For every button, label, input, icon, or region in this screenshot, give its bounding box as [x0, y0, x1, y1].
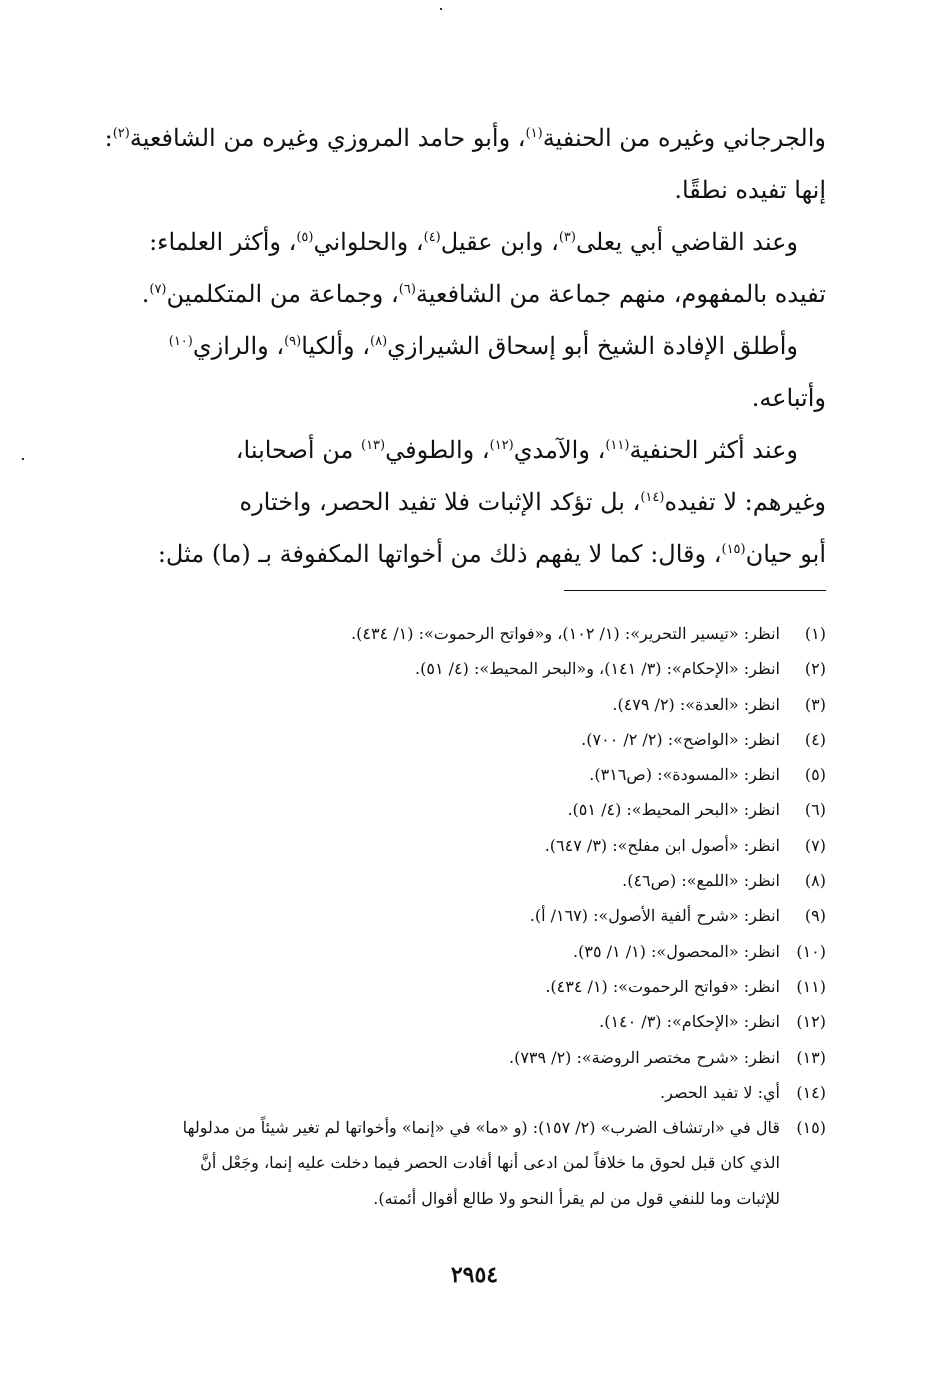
footnote-number: (٩) [804, 906, 826, 926]
text-line: وعند أكثر الحنفية$^{(١١)}$، والآمدي$^{(١٢)}$، والطوفي$^{(١٣)}$ من أصحابنا، [235, 436, 798, 464]
main-text [104, 112, 826, 580]
footnote [112, 1004, 826, 1039]
footnote-text: انظر: «شرح ألفية الأصول»: (١٦٧/ أ). [529, 906, 780, 926]
text-line: وغيرهم: لا تفيده$^{(١٤)}$، بل تؤكد الإثبات فلا تفيد الحصر، واختاره [239, 488, 826, 516]
footnote [112, 828, 826, 863]
footnote [112, 898, 826, 933]
footnote-number: (١٠) [796, 941, 826, 961]
footnote-number: (١٥) [796, 1118, 826, 1138]
footnote-text: انظر: «اللمع»: (ص٤٦). [622, 871, 780, 891]
footnote-number: (٥) [804, 765, 826, 785]
footnotes [112, 616, 826, 1216]
footnote [112, 969, 826, 1004]
footnote [112, 722, 826, 757]
scan-speck [440, 8, 442, 10]
text-line: إنها تفيده نطقًا. [674, 176, 826, 204]
footnote-number: (١) [804, 624, 826, 643]
footnote-number: (١١) [796, 976, 826, 996]
footnote-text: انظر: «المسودة»: (ص٣١٦). [589, 765, 780, 785]
footnote [112, 687, 826, 722]
footnote-text: انظر: «الإحكام»: (٣/ ١٤١)، و«البحر المحيط»: (٤/ ٥١). [415, 659, 780, 679]
footnote-number: (٨) [804, 871, 826, 891]
footnote-text: انظر: «أصول ابن مفلح»: (٣/ ٦٤٧). [544, 835, 780, 855]
text-line: تفيده بالمفهوم، منهم جماعة من الشافعية$^{(٦)}$، وجماعة من المتكلمين$^{(٧)}$. [141, 280, 826, 308]
footnote [112, 757, 826, 792]
scan-speck [22, 458, 24, 460]
footnote-continuation: للإثبات وما للنفي قول من لم يقرأ النحو ولا طالع أقوال أئمته). [373, 1188, 780, 1208]
footnote-number: (١٤) [796, 1082, 826, 1102]
footnote-text: انظر: «تيسير التحرير»: (١/ ١٠٢)، و«فواتح الرحموت»: (١/ ٤٣٤). [351, 624, 780, 643]
footnote [112, 651, 826, 686]
footnote [112, 1040, 826, 1075]
footnote-text: انظر: «فواتح الرحموت»: (١/ ٤٣٤). [545, 976, 780, 996]
footnote-number: (٣) [804, 694, 826, 714]
footnote-text: قال في «ارتشاف الضرب» (٢/ ١٥٧): (و «ما» في «إنما» وأخواتها لم تغير شيئاً من مدلولها [182, 1118, 780, 1138]
footnote-text: أي: لا تفيد الحصر. [660, 1082, 780, 1102]
footnote-text: انظر: «شرح مختصر الروضة»: (٢/ ٧٣٩). [508, 1047, 780, 1067]
footnote-text: انظر: «العدة»: (٢/ ٤٧٩). [612, 694, 780, 714]
text-line: وأتباعه. [751, 384, 826, 412]
footnote-text: انظر: «البحر المحيط»: (٤/ ٥١). [567, 800, 780, 820]
footnote-text: انظر: «المحصول»: (١/ ١/ ٣٥). [573, 941, 780, 961]
footnote [112, 863, 826, 898]
text-line: والجرجاني وغيره من الحنفية$^{(١)}$، وأبو حامد المروزي وغيره من الشافعية$^{(٢)}$: [104, 124, 826, 152]
footnote-continuation: الذي كان قبل لحوق ما خلافاً لمن ادعى أنها أفادت الحصر فيما دخلت عليه إنما، وجَعْل أنَّ [200, 1153, 780, 1173]
footnote-number: (٦) [804, 800, 826, 820]
text-line: وعند القاضي أبي يعلى$^{(٣)}$، وابن عقيل$^{(٤)}$، والحلواني$^{(٥)}$، وأكثر العلماء: [149, 228, 798, 256]
footnote [112, 792, 826, 827]
footnote-separator [564, 590, 826, 591]
footnote-number: (٤) [804, 729, 826, 749]
text-line: أبو حيان$^{(١٥)}$، وقال: كما لا يفهم ذلك من أخواتها المكفوفة بـ (ما) مثل: [157, 540, 826, 568]
footnote [112, 1110, 826, 1145]
footnote-number: (٢) [804, 659, 826, 679]
footnote-number: (١٣) [796, 1047, 826, 1067]
footnote [112, 934, 826, 969]
page-number: ٢٩٥٤ [450, 1262, 499, 1288]
footnote-text: انظر: «الإحكام»: (٣/ ١٤٠). [599, 1012, 780, 1032]
footnote [112, 1075, 826, 1110]
footnote [112, 616, 826, 651]
footnote-number: (٧) [804, 835, 826, 855]
footnote-number: (١٢) [796, 1012, 826, 1032]
text-line: وأطلق الإفادة الشيخ أبو إسحاق الشيرازي$^{(٨)}$، وألكيا$^{(٩)}$، والرازي$^{(١٠)}$ [168, 332, 798, 360]
footnote-text: انظر: «الواضح»: (٢/ ٢/ ٧٠٠). [581, 729, 780, 749]
